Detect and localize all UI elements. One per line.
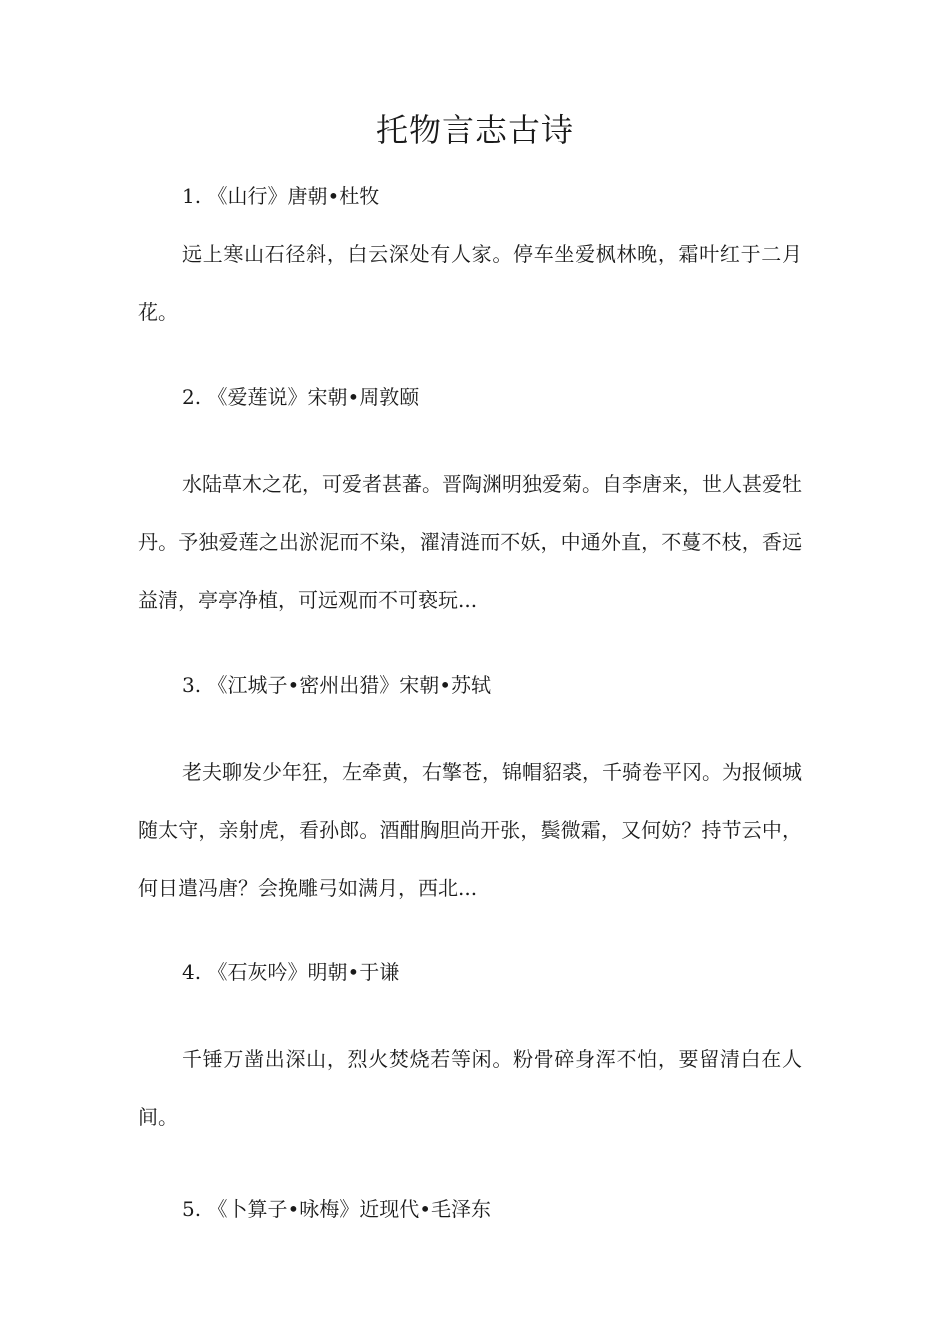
page-title: 托物言志古诗 <box>375 111 574 149</box>
poem-heading-3: 3. 《江城子•密州出猎》宋朝•苏轼 <box>182 673 492 697</box>
poem-heading-2: 2. 《爱莲说》宋朝•周敦颐 <box>182 385 420 409</box>
poem-text-3: 老夫聊发少年狂，左牵黄，右擎苍，锦帽貂裘，千骑卷平冈。为报倾城随太守，亲射虎，看孙郎。酒酣胸胆尚开张，鬓微霜，又何妨？持节云中，何日遣冯唐？会挽雕弓如满月，西北... <box>138 760 802 900</box>
poem-text-4: 千锤万凿出深山，烈火焚烧若等闲。粉骨碎身浑不怕，要留清白在人间。 <box>138 1047 802 1129</box>
poem-text-2: 水陆草木之花，可爱者甚蕃。晋陶渊明独爱菊。自李唐来，世人甚爱牡丹。予独爱莲之出淤泥而不染，濯清涟而不妖，中通外直，不蔓不枝，香远益清，亭亭净植，可远观而不可亵玩... <box>138 472 802 612</box>
poem-heading-1: 1. 《山行》唐朝•杜牧 <box>182 184 380 208</box>
poem-heading-5: 5. 《卜算子•咏梅》近现代•毛泽东 <box>182 1197 492 1221</box>
poem-text-1: 远上寒山石径斜，白云深处有人家。停车坐爱枫林晚，霜叶红于二月花。 <box>138 242 802 324</box>
poem-heading-4: 4. 《石灰吟》明朝•于谦 <box>182 960 400 984</box>
